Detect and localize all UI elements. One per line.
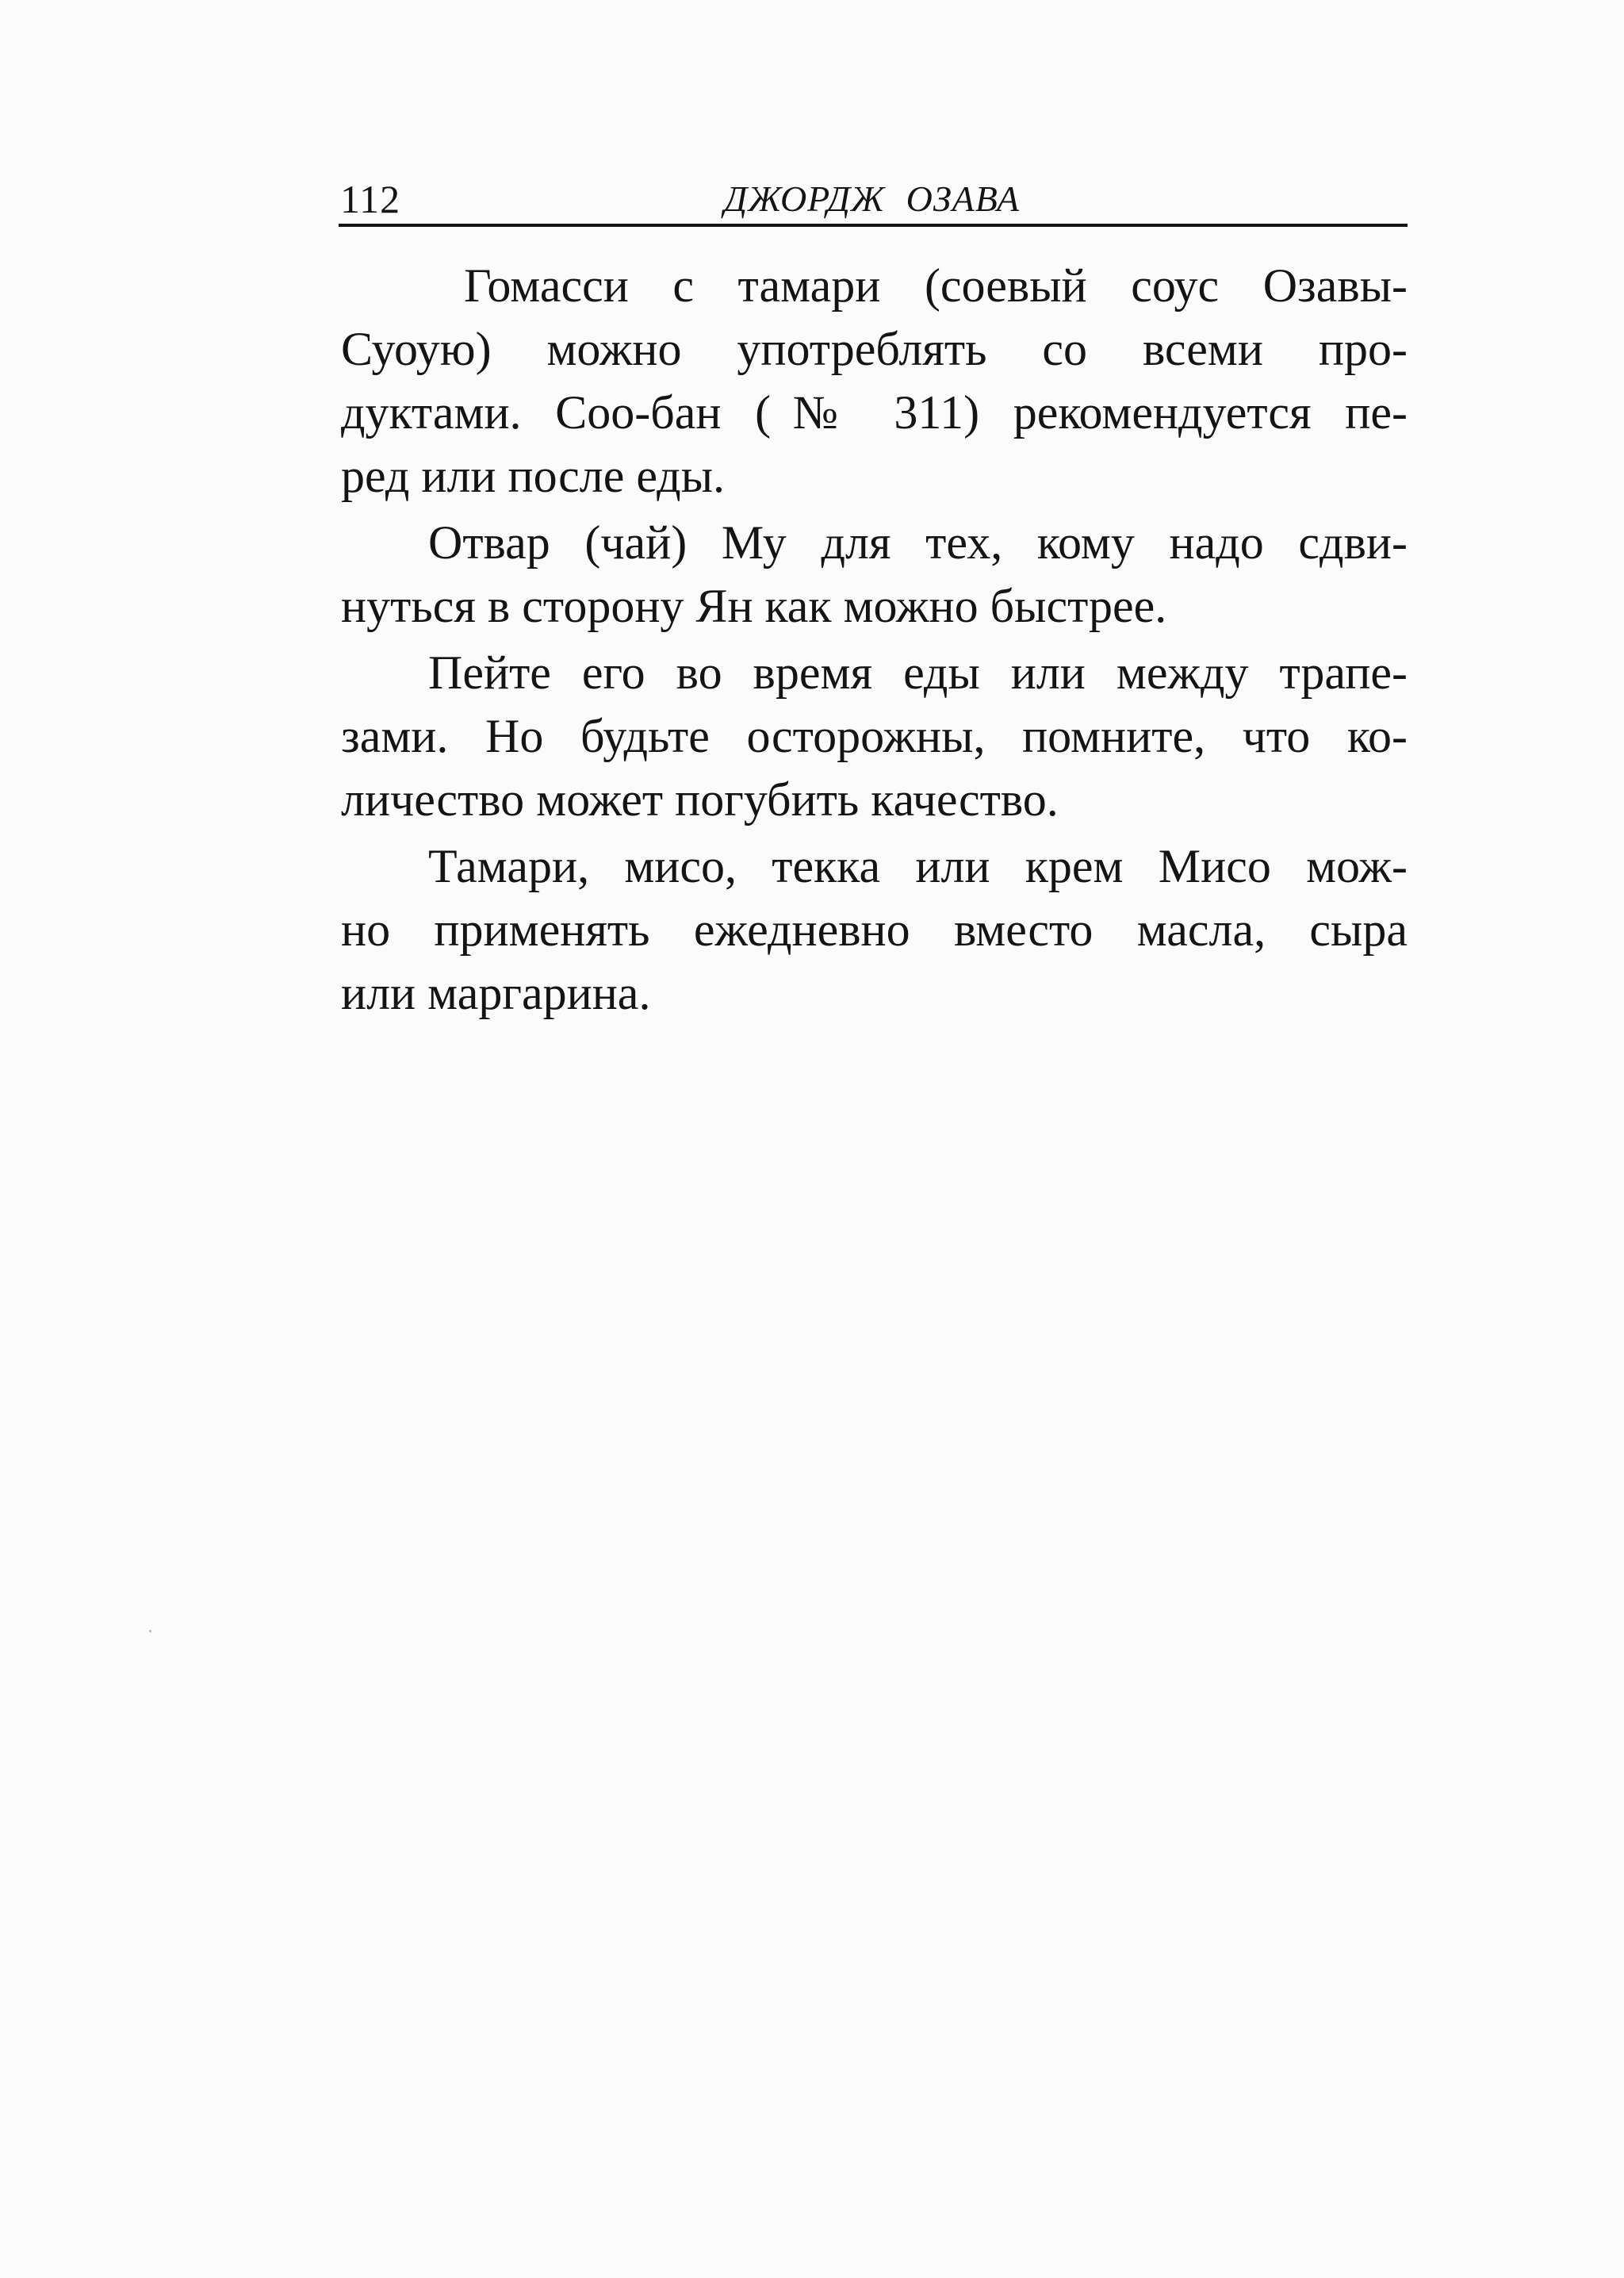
paragraph-3 bbox=[341, 641, 1408, 831]
running-title: ДЖОРДЖ ОЗАВА bbox=[724, 178, 1021, 219]
text-line: или маргарина. bbox=[341, 967, 651, 1019]
text-line: Гомасси с тамари (соевый соус Озавы- bbox=[464, 259, 1408, 312]
paragraph-1 bbox=[341, 254, 1408, 508]
text-line: Суоую) можно употреблять со всеми про- bbox=[341, 323, 1408, 375]
text-line: дуктами. Соо-бан (№ 311) рекомендуется пе- bbox=[341, 386, 1408, 439]
text-line: личество может погубить качество. bbox=[341, 773, 1059, 826]
body-text bbox=[341, 254, 1408, 1025]
page-number: 112 bbox=[340, 177, 401, 221]
text-line: нуться в сторону Ян как можно быстрее. bbox=[341, 580, 1167, 632]
text-line: Отвар (чай) Му для тех, кому надо сдви- bbox=[428, 516, 1408, 569]
text-line: зами. Но будьте осторожны, помните, что ко- bbox=[341, 710, 1408, 762]
text-line: но применять ежедневно вместо масла, сыра bbox=[341, 903, 1408, 956]
paragraph-2 bbox=[341, 511, 1408, 638]
text-line: Тамари, мисо, текка или крем Мисо мож- bbox=[428, 840, 1408, 892]
scan-speck bbox=[149, 1630, 151, 1632]
running-head bbox=[339, 168, 1408, 227]
paragraph-4 bbox=[341, 834, 1408, 1025]
text-line: ред или после еды. bbox=[341, 450, 726, 502]
text-line: Пейте его во время еды или между трапе- bbox=[428, 646, 1408, 699]
